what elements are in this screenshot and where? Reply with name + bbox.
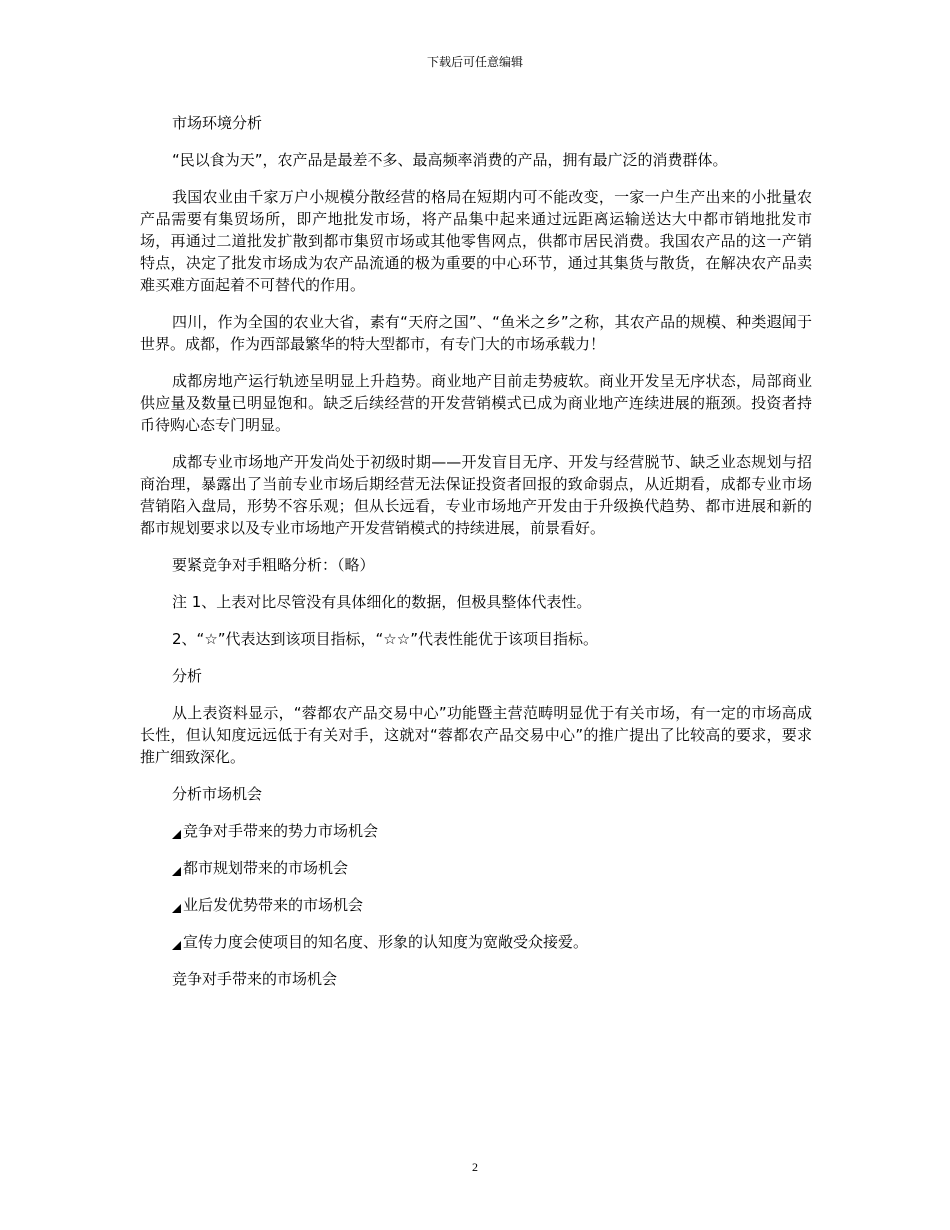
paragraph: 从上表资料显示，“蓉都农产品交易中心”功能暨主营范畴明显优于有关市场，有一定的市场高成长性，但认知度远远低于有关对手，这就对“蓉都农产品交易中心”的推广提出了比较高的要求，要求推广细致深化。 — [140, 704, 812, 766]
bullet-text: 都市规划带来的市场机会 — [183, 859, 349, 877]
paragraph: 我国农业由千家万户小规模分散经营的格局在短期内可不能改变，一家一户生产出来的小批量农产品需要有集贸场所，即产地批发市场，将产品集中起来通过远距离运输送达大中都市销地批发市场，再通过二道批发扩散到都市集贸市场或其他零售网点，供都市居民消费。我国农产品的这一产销特点，决定了批发市场成为农产品流通的极为重要的中心环节，通过其集货与散货，在解决农产品卖难买难方面起着不可替代的作用。 — [140, 188, 812, 294]
paragraph: 成都房地产运行轨迹呈明显上升趋势。商业地产目前走势疲软。商业开发呈无序状态，局部商业供应量及数量已明显饱和。缺乏后续经营的开发营销模式已成为商业地产连续进展的瓶颈。投资者持币待购心态专门明显。 — [140, 372, 812, 434]
section-heading-market-opportunity: 分析市场机会 — [172, 785, 263, 803]
paragraph: 要紧竞争对手粗略分析：（略） — [172, 556, 375, 574]
page-header: 下载后可任意编辑 — [426, 55, 523, 69]
note-paragraph: 2、“☆”代表达到该项目指标，“☆☆”代表性能优于该项目指标。 — [172, 630, 598, 648]
note-paragraph: 注 1、上表对比尽管没有具体细化的数据，但极具整体代表性。 — [172, 593, 592, 611]
section-heading-analysis: 分析 — [172, 667, 203, 685]
bullet-item — [140, 931, 812, 953]
triangle-bullet-icon — [172, 867, 181, 876]
section-heading-market-environment: 市场环境分析 — [172, 114, 263, 132]
bullet-item — [140, 857, 812, 879]
bullet-item — [140, 820, 812, 842]
bullet-text: 竞争对手带来的势力市场机会 — [183, 822, 379, 840]
page-number: 2 — [472, 1160, 478, 1174]
triangle-bullet-icon — [172, 830, 181, 839]
triangle-bullet-icon — [172, 941, 181, 950]
bullet-item — [140, 894, 812, 916]
section-heading-competitor-opportunity: 竞争对手带来的市场机会 — [172, 970, 338, 988]
paragraph: “民以食为天”，农产品是最差不多、最高频率消费的产品，拥有最广泛的消费群体。 — [172, 151, 728, 169]
bullet-text: 业后发优势带来的市场机会 — [183, 896, 364, 914]
paragraph: 四川，作为全国的农业大省，素有“天府之国”、“鱼米之乡”之称，其农产品的规模、种类遐闻于世界。成都，作为西部最繁华的特大型都市，有专门大的市场承载力！ — [140, 313, 812, 353]
triangle-bullet-icon — [172, 904, 181, 913]
bullet-text: 宣传力度会使项目的知名度、形象的认知度为宽敞受众接爱。 — [183, 933, 589, 951]
document-body — [140, 112, 812, 1005]
paragraph: 成都专业市场地产开发尚处于初级时期——开发盲目无序、开发与经营脱节、缺乏业态规划与招商治理，暴露出了当前专业市场后期经营无法保证投资者回报的致命弱点，从近期看，成都专业市场营销陷入盘局，形势不容乐观；但从长远看，专业市场地产开发由于升级换代趋势、都市进展和新的都市规划要求以及专业市场地产开发营销模式的持续进展，前景看好。 — [140, 453, 812, 537]
